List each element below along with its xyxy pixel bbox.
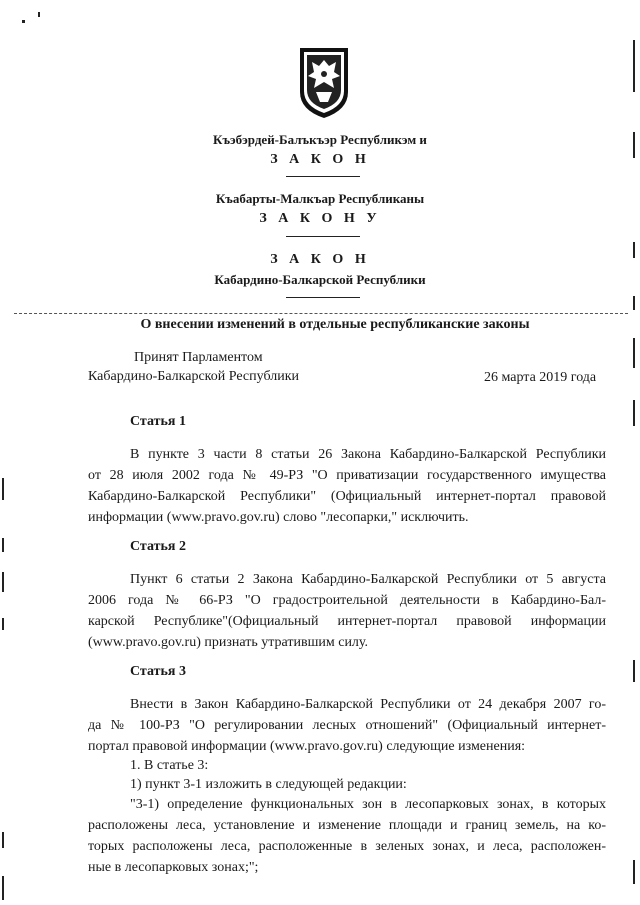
scan-margin-mark: [2, 538, 4, 552]
article-text-line: 2006 года № 66-РЗ "О градостроительной деятельности в Кабардино-Бал-: [88, 593, 606, 608]
article-text-line: карской Республике"(Официальный интернет-портал правовой информации: [88, 614, 606, 629]
law-title-russian: З А К О Н: [270, 252, 370, 267]
header-line-balkar: Къабарты-Малкъар Республиканы: [215, 191, 425, 206]
adoption-date: 26 марта 2019 года: [484, 370, 597, 385]
law-title-kabardian: З А К О Н: [270, 152, 370, 167]
adopted-by-parliament: Кабардино-Балкарской Республики: [88, 369, 299, 384]
scan-margin-mark: [2, 478, 4, 500]
header-divider: [286, 176, 360, 177]
document-title: О внесении изменений в отдельные республиканские законы: [140, 317, 530, 332]
article-text-line: торых расположены леса, расположенные в зеленых зонах, и леса, расположен-: [88, 839, 606, 854]
article-text-line: Кабардино-Балкарской Республики" (Официальный интернет-портал правовой: [88, 489, 606, 504]
law-title-balkar: З А К О Н У: [259, 211, 381, 226]
scan-margin-mark: [2, 618, 4, 630]
scan-margin-mark: [2, 572, 4, 592]
header-line-kabardian: Къэбэрдей-Балъкъэр Республикэм и: [213, 132, 427, 147]
article-heading: Статья 3: [130, 664, 186, 679]
scan-margin-mark: [633, 660, 635, 682]
scan-margin-mark: [633, 400, 635, 426]
article-text-line: расположены леса, установление и изменение площади и границ земель, на ко-: [88, 818, 606, 833]
scan-margin-mark: [633, 242, 635, 258]
article-text-line: Пункт 6 статьи 2 Закона Кабардино-Балкарской Республики от 5 августа: [130, 572, 606, 587]
scan-speck: [22, 20, 25, 23]
article-text-line: "3-1) определение функциональных зон в лесопарковых зонах, в которых: [130, 797, 606, 812]
article-text-line: В пункте 3 части 8 статьи 26 Закона Кабардино-Балкарской Республики: [130, 447, 606, 462]
adopted-by-label: Принят Парламентом: [134, 350, 263, 365]
article-text-line: Внести в Закон Кабардино-Балкарской Республики от 24 декабря 2007 го-: [130, 697, 606, 712]
scan-margin-mark: [2, 832, 4, 848]
scan-margin-mark: [633, 296, 635, 310]
scan-edge-line: [14, 313, 628, 314]
scan-margin-mark: [633, 40, 635, 92]
article-heading: Статья 1: [130, 414, 186, 429]
header-divider: [286, 236, 360, 237]
article-text-line: да № 100-РЗ "О регулировании лесных отношений" (Официальный интернет-: [88, 718, 606, 733]
article-text-line: 1. В статье 3:: [130, 758, 209, 773]
article-text-line: ные в лесопарковых зонах;";: [88, 860, 259, 875]
coat-of-arms-icon: [296, 46, 352, 120]
scan-margin-mark: [2, 876, 4, 900]
header-line-russian: Кабардино-Балкарской Республики: [214, 272, 426, 287]
article-text-line: (www.pravo.gov.ru) признать утратившим силу.: [88, 635, 369, 650]
article-text-line: 1) пункт 3-1 изложить в следующей редакции:: [130, 777, 407, 792]
scan-margin-mark: [633, 860, 635, 884]
header-divider: [286, 297, 360, 298]
article-heading: Статья 2: [130, 539, 186, 554]
scan-margin-mark: [633, 132, 635, 158]
article-text-line: от 28 июля 2002 года № 49-РЗ "О приватизации государственного имущества: [88, 468, 606, 483]
article-text-line: портал правовой информации (www.pravo.gov.ru) следующие изменения:: [88, 739, 526, 754]
article-text-line: информации (www.pravo.gov.ru) слово "лесопарки," исключить.: [88, 510, 469, 525]
scan-margin-mark: [633, 338, 635, 368]
scan-speck: [38, 12, 40, 17]
